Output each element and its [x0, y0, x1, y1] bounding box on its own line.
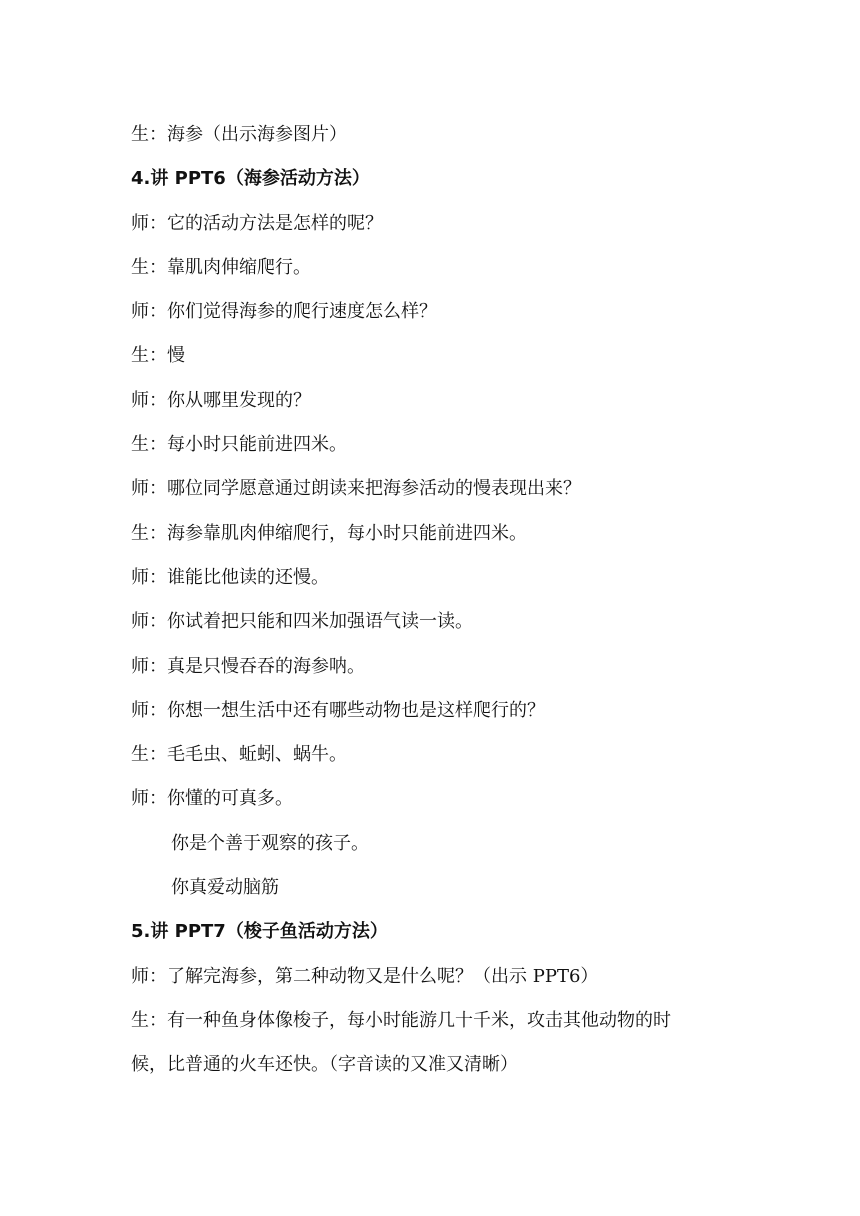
teacher-line: 师：你想一想生活中还有哪些动物也是这样爬行的？ — [131, 699, 545, 721]
teacher-line: 师：你懂的可真多。 — [131, 788, 293, 810]
student-line: 生：毛毛虫、蚯蚓、蜗牛。 — [131, 744, 347, 766]
student-line: 生：海参靠肌肉伸缩爬行，每小时只能前进四米。 — [131, 522, 527, 544]
student-line: 生：海参（出示海参图片） — [131, 124, 347, 145]
student-line: 生：靠肌肉伸缩爬行。 — [131, 256, 311, 278]
teacher-line-continued: 你是个善于观察的孩子。 — [171, 832, 369, 854]
teacher-line: 师：你们觉得海参的爬行速度怎么样？ — [131, 301, 437, 323]
section-heading: 4.讲 PPT6（海参活动方法） — [131, 168, 370, 190]
teacher-line: 师：谁能比他读的还慢。 — [131, 566, 329, 588]
teacher-line: 师：哪位同学愿意通过朗读来把海参活动的慢表现出来？ — [131, 478, 581, 500]
student-line: 生：慢 — [131, 345, 185, 367]
student-line: 生：每小时只能前进四米。 — [131, 434, 347, 456]
teacher-line-continued: 你真爱动脑筋 — [171, 877, 279, 899]
teacher-line: 师：你从哪里发现的？ — [131, 389, 311, 411]
teacher-line: 师：真是只慢吞吞的海参呐。 — [131, 655, 365, 677]
document-body — [131, 113, 751, 1088]
student-line: 生：有一种鱼身体像梭子，每小时能游几十千米，攻击其他动物的时 — [131, 1009, 671, 1031]
student-line-continued: 候，比普通的火车还快。（字音读的又准又清晰） — [131, 1054, 518, 1076]
teacher-line: 师：你试着把只能和四米加强语气读一读。 — [131, 611, 473, 633]
teacher-line: 师：了解完海参，第二种动物又是什么呢？（出示 PPT6） — [131, 965, 599, 987]
teacher-line: 师：它的活动方法是怎样的呢？ — [131, 212, 383, 234]
section-heading: 5.讲 PPT7（梭子鱼活动方法） — [131, 921, 388, 943]
